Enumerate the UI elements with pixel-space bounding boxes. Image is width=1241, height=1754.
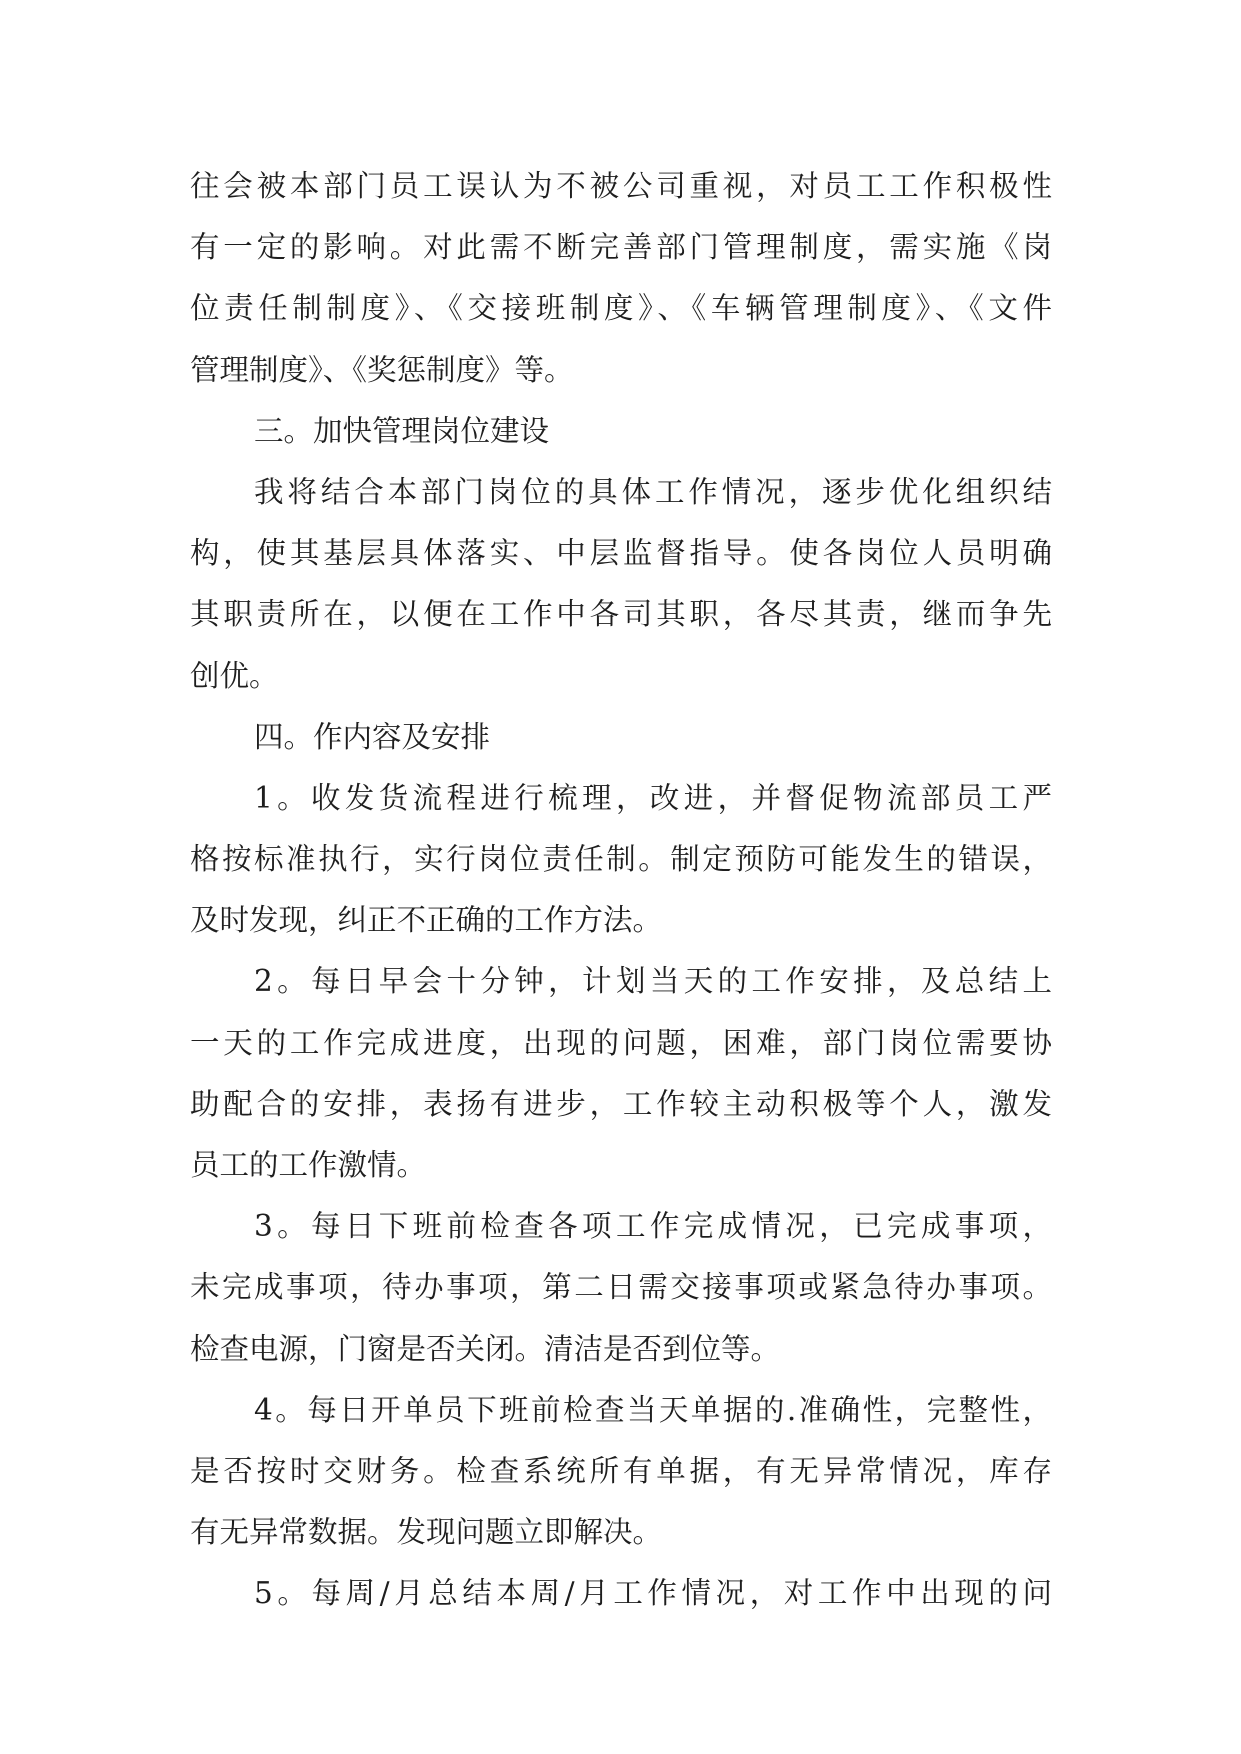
text-line: 未完成事项，待办事项，第二日需交接事项或紧急待办事项。 (190, 1270, 1052, 1305)
text-line: 2。每日早会十分钟，计划当天的工作安排，及总结上 (254, 964, 1052, 999)
text-line: 是否按时交财务。检查系统所有单据，有无异常情况，库存 (190, 1453, 1052, 1488)
text-line: 创优。 (190, 658, 279, 693)
text-line: 员工的工作激情。 (190, 1148, 427, 1182)
text-line: 3。每日下班前检查各项工作完成情况，已完成事项， (254, 1209, 1052, 1244)
text-line: 及时发现，纠正不正确的工作方法。 (190, 903, 663, 938)
text-line: 4。每日开单员下班前检查当天单据的.准确性，完整性， (254, 1392, 1052, 1427)
text-line: 格按标准执行，实行岗位责任制。制定预防可能发生的错误， (190, 842, 1052, 877)
text-line: 5。每周/月总结本周/月工作情况，对工作中出现的问 (254, 1576, 1052, 1611)
text-line: 管理制度》、《奖惩制度》等。 (190, 352, 574, 387)
text-line: 助配合的安排，表扬有进步，工作较主动积极等个人，激发 (190, 1086, 1052, 1121)
text-line: 往会被本部门员工误认为不被公司重视，对员工工作积极性 (190, 169, 1052, 203)
document-body (190, 156, 1052, 1625)
text-line: 四。作内容及安排 (254, 719, 491, 754)
text-line: 有无异常数据。发现问题立即解决。 (190, 1515, 663, 1550)
text-line: 我将结合本部门岗位的具体工作情况，逐步优化组织结 (254, 474, 1052, 509)
text-line: 三。加快管理岗位建设 (254, 413, 550, 448)
text-line: 位责任制制度》、《交接班制度》、《车辆管理制度》、《文件 (190, 291, 1052, 326)
text-line: 有一定的影响。对此需不断完善部门管理制度，需实施《岗 (190, 230, 1052, 265)
text-line: 构，使其基层具体落实、中层监督指导。使各岗位人员明确 (190, 536, 1052, 571)
text-line: 1。收发货流程进行梳理，改进，并督促物流部员工严 (254, 780, 1052, 815)
text-line: 其职责所在，以便在工作中各司其职，各尽其责，继而争先 (190, 597, 1052, 632)
text-line: 检查电源，门窗是否关闭。清洁是否到位等。 (190, 1331, 781, 1366)
text-line: 一天的工作完成进度，出现的问题，困难，部门岗位需要协 (190, 1025, 1052, 1060)
